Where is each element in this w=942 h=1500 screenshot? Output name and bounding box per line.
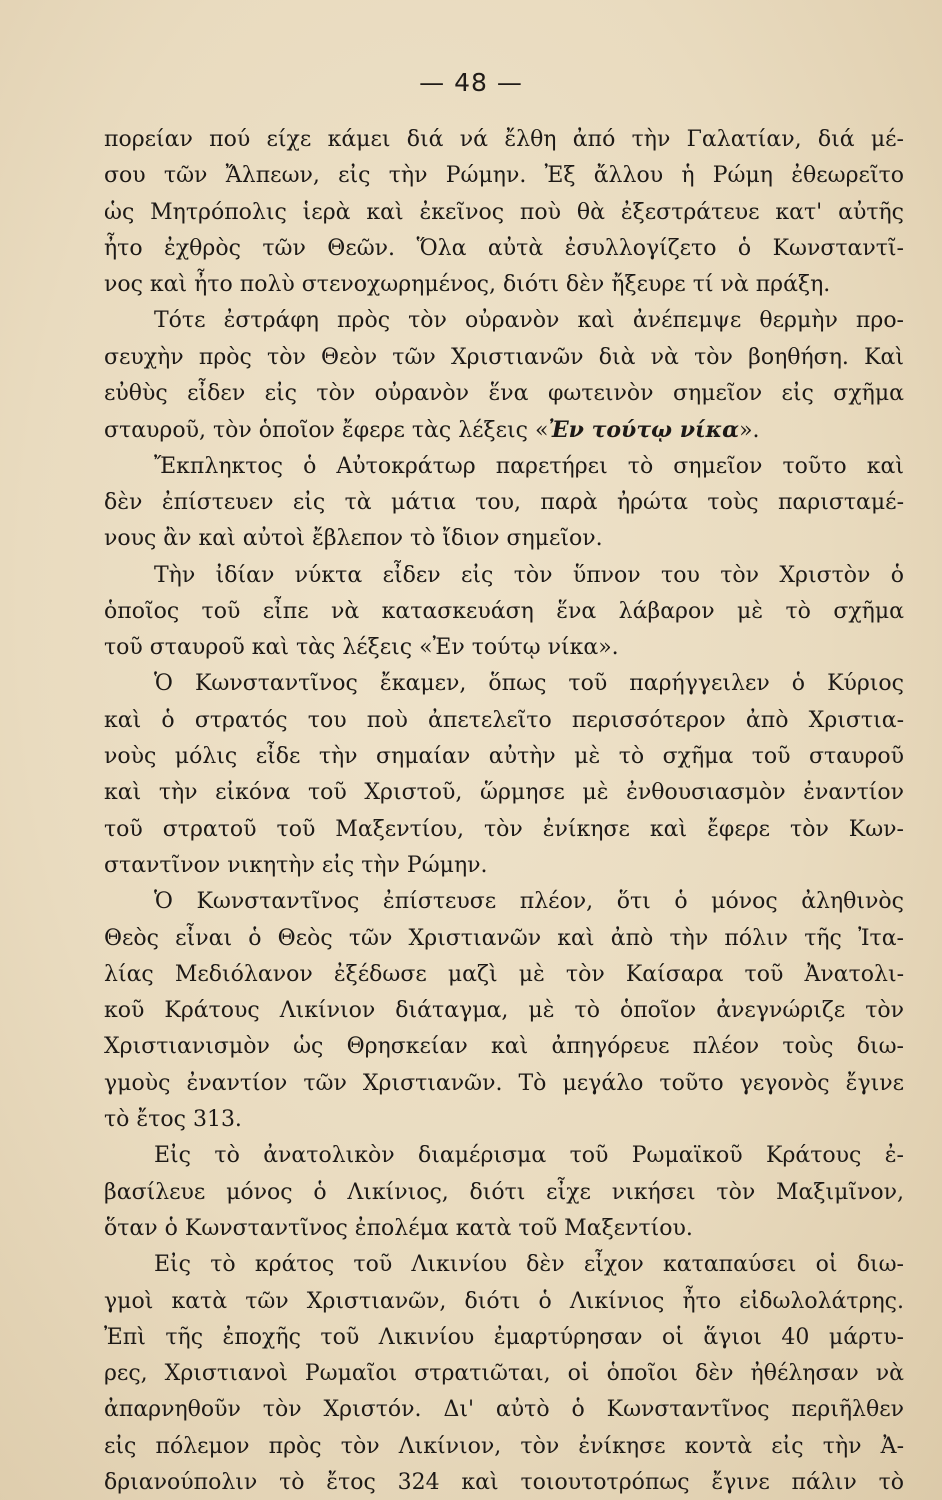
line-text: Ὁ Κωνσταντῖνος ἔκαμεν, ὅπως τοῦ παρήγγειλεν ὁ Κύριος xyxy=(154,671,904,697)
line-text: γμοὶ κατὰ τῶν Χριστιανῶν, διότι ὁ Λικίνιος ἦτο εἰδωλολάτρης. xyxy=(104,1288,904,1314)
line-text: σταυροῦ, τὸν ὁποῖον ἔφερε τὰς λέξεις « xyxy=(104,418,549,444)
line-text: ἀπαρνηθοῦν τὸν Χριστόν. Δι' αὐτὸ ὁ Κωνσταντῖνος περιῆλθεν xyxy=(104,1397,904,1423)
line-text: εἰς πόλεμον πρὸς τὸν Λικίνιον, τὸν ἐνίκησε κοντὰ εἰς τὴν Ἀ- xyxy=(104,1433,904,1459)
text-line xyxy=(104,195,904,231)
line-text: κοῦ Κράτους Λικίνιον διάταγμα, μὲ τὸ ὁποῖον ἀνεγνώριζε τὸν xyxy=(104,998,904,1024)
text-line xyxy=(104,485,904,521)
line-text: Ἐπὶ τῆς ἐποχῆς τοῦ Λικινίου ἐμαρτύρησαν οἱ ἅγιοι 40 μάρτυ- xyxy=(104,1324,904,1350)
text-line xyxy=(104,231,904,267)
line-text: πορείαν πού είχε κάμει διά νά ἔλθη ἀπό τὴν Γαλατίαν, διά μέ- xyxy=(104,127,904,152)
text-line xyxy=(104,703,904,739)
line-text: ἦτο ἐχθρὸς τῶν Θεῶν. Ὅλα αὐτὰ ἐσυλλογίζετο ὁ Κωνσταντῖ- xyxy=(104,235,904,261)
text-line xyxy=(104,993,904,1029)
line-text: λίας Μεδιόλανον ἐξέδωσε μαζὶ μὲ τὸν Καίσαρα τοῦ Ἀνατολι- xyxy=(104,961,904,987)
line-text: βασίλευε μόνος ὁ Λικίνιος, διότι εἶχε νικήσει τὸν Μαξιμῖνον, xyxy=(104,1179,904,1205)
line-text: ὡς Μητρόπολις ἱερὰ καὶ ἐκεῖνος ποὺ θὰ ἐξεστράτευε κατ' αὐτῆς xyxy=(104,199,904,225)
line-text: νοὺς μόλις εἶδε τὴν σημαίαν αὐτὴν μὲ τὸ σχῆμα τοῦ σταυροῦ xyxy=(104,744,904,770)
text-line xyxy=(104,1320,904,1356)
text-line xyxy=(104,1175,904,1211)
text-line xyxy=(104,1138,904,1174)
text-line xyxy=(104,1392,904,1428)
line-text: Ἔκπληκτος ὁ Αὐτοκράτωρ παρετήρει τὸ σημεῖον τοῦτο καὶ xyxy=(154,453,904,479)
text-line xyxy=(104,340,904,376)
text-line xyxy=(104,122,904,158)
line-text: νος καὶ ἦτο πολὺ στενοχωρημένος, διότι δὲν ἤξευρε τί νὰ πράξη. xyxy=(104,272,831,298)
text-line xyxy=(104,775,904,811)
text-line xyxy=(104,558,904,594)
line-text: Τότε ἐστράφη πρὸς τὸν οὐρανὸν καὶ ἀνέπεμψε θερμὴν προ- xyxy=(154,308,904,334)
line-text: Τὴν ἰδίαν νύκτα εἶδεν εἰς τὸν ὕπνον του τὸν Χριστὸν ὁ xyxy=(154,562,904,588)
text-line xyxy=(104,1066,904,1102)
line-text: καὶ ὁ στρατός του ποὺ ἀπετελεῖτο περισσότερον ἀπὸ Χριστια- xyxy=(104,707,904,733)
text-line xyxy=(104,303,904,339)
text-line xyxy=(104,1465,904,1500)
body-text xyxy=(104,122,904,1500)
line-text: σου τῶν Ἄλπεων, εἰς τὴν Ρώμην. Ἐξ ἄλλου ἡ Ρώμη ἐθεωρεῖτο xyxy=(104,163,904,189)
text-line xyxy=(104,848,904,884)
line-text: τοῦ σταυροῦ καὶ τὰς λέξεις «Ἐν τούτῳ νίκα». xyxy=(104,635,619,661)
text-line xyxy=(104,594,904,630)
text-line xyxy=(104,1356,904,1392)
line-text: σευχὴν πρὸς τὸν Θεὸν τῶν Χριστιανῶν διὰ νὰ τὸν βοηθήση. Καὶ xyxy=(104,344,904,370)
text-line xyxy=(104,1029,904,1065)
line-text: εὐθὺς εἶδεν εἰς τὸν οὐρανὸν ἕνα φωτεινὸν σημεῖον εἰς σχῆμα xyxy=(104,381,904,407)
text-line xyxy=(104,449,904,485)
line-text: σταντῖνον νικητὴν εἰς τὴν Ρώμην. xyxy=(104,852,488,878)
line-text: Εἰς τὸ ἀνατολικὸν διαμέρισμα τοῦ Ρωμαϊκοῦ Κράτους ἐ- xyxy=(154,1143,904,1169)
text-line xyxy=(104,666,904,702)
line-text: δὲν ἐπίστευεν εἰς τὰ μάτια του, παρὰ ἠρώτα τοὺς παρισταμέ- xyxy=(104,489,904,515)
line-text: γμοὺς ἐναντίον τῶν Χριστιανῶν. Τὸ μεγάλο τοῦτο γεγονὸς ἔγινε xyxy=(104,1070,904,1096)
text-line xyxy=(104,1211,904,1247)
text-line xyxy=(104,1284,904,1320)
line-text-after: ». xyxy=(739,418,760,444)
text-line xyxy=(104,884,904,920)
text-line xyxy=(104,521,904,557)
line-text: τοῦ στρατοῦ τοῦ Μαξεντίου, τὸν ἐνίκησε καὶ ἔφερε τὸν Κων- xyxy=(104,816,904,842)
line-text: Θεὸς εἶναι ὁ Θεὸς τῶν Χριστιανῶν καὶ ἀπὸ τὴν πόλιν τῆς Ἰτα- xyxy=(104,925,904,951)
text-line xyxy=(104,812,904,848)
emphasized-phrase: Ἐν τούτῳ νίκα xyxy=(548,417,740,444)
text-line xyxy=(104,1247,904,1283)
text-line xyxy=(104,267,904,303)
text-line xyxy=(104,630,904,666)
text-line xyxy=(104,1102,904,1138)
text-line xyxy=(104,412,904,448)
text-line xyxy=(104,1429,904,1465)
line-text: Χριστιανισμὸν ὡς Θρησκείαν καὶ ἀπηγόρευε πλέον τοὺς διω- xyxy=(104,1034,904,1060)
page-number: — 48 — xyxy=(419,68,523,97)
text-line xyxy=(104,739,904,775)
text-line xyxy=(104,957,904,993)
line-text: ρες, Χριστιανοὶ Ρωμαῖοι στρατιῶται, οἱ ὁποῖοι δὲν ἠθέλησαν νὰ xyxy=(104,1361,904,1387)
line-text: δριανούπολιν τὸ ἔτος 324 καὶ τοιουτοτρόπως ἔγινε πάλιν τὸ xyxy=(104,1469,904,1495)
text-line xyxy=(104,376,904,412)
line-text: Εἰς τὸ κράτος τοῦ Λικινίου δὲν εἶχον καταπαύσει οἱ διω- xyxy=(154,1252,904,1278)
line-text: νους ἂν καὶ αὐτοὶ ἔβλεπον τὸ ἴδιον σημεῖον. xyxy=(104,526,603,552)
line-text: ὁποῖος τοῦ εἶπε νὰ κατασκευάση ἕνα λάβαρον μὲ τὸ σχῆμα xyxy=(104,598,904,624)
text-line xyxy=(104,921,904,957)
line-text: Ὁ Κωνσταντῖνος ἐπίστευσε πλέον, ὅτι ὁ μόνος ἀληθινὸς xyxy=(154,889,904,915)
line-text: ὅταν ὁ Κωνσταντῖνος ἐπολέμα κατὰ τοῦ Μαξεντίου. xyxy=(104,1215,693,1241)
line-text: τὸ ἔτος 313. xyxy=(104,1107,242,1133)
text-line xyxy=(104,158,904,194)
line-text: καὶ τὴν εἰκόνα τοῦ Χριστοῦ, ὥρμησε μὲ ἐνθουσιασμὸν ἐναντίον xyxy=(104,780,904,806)
